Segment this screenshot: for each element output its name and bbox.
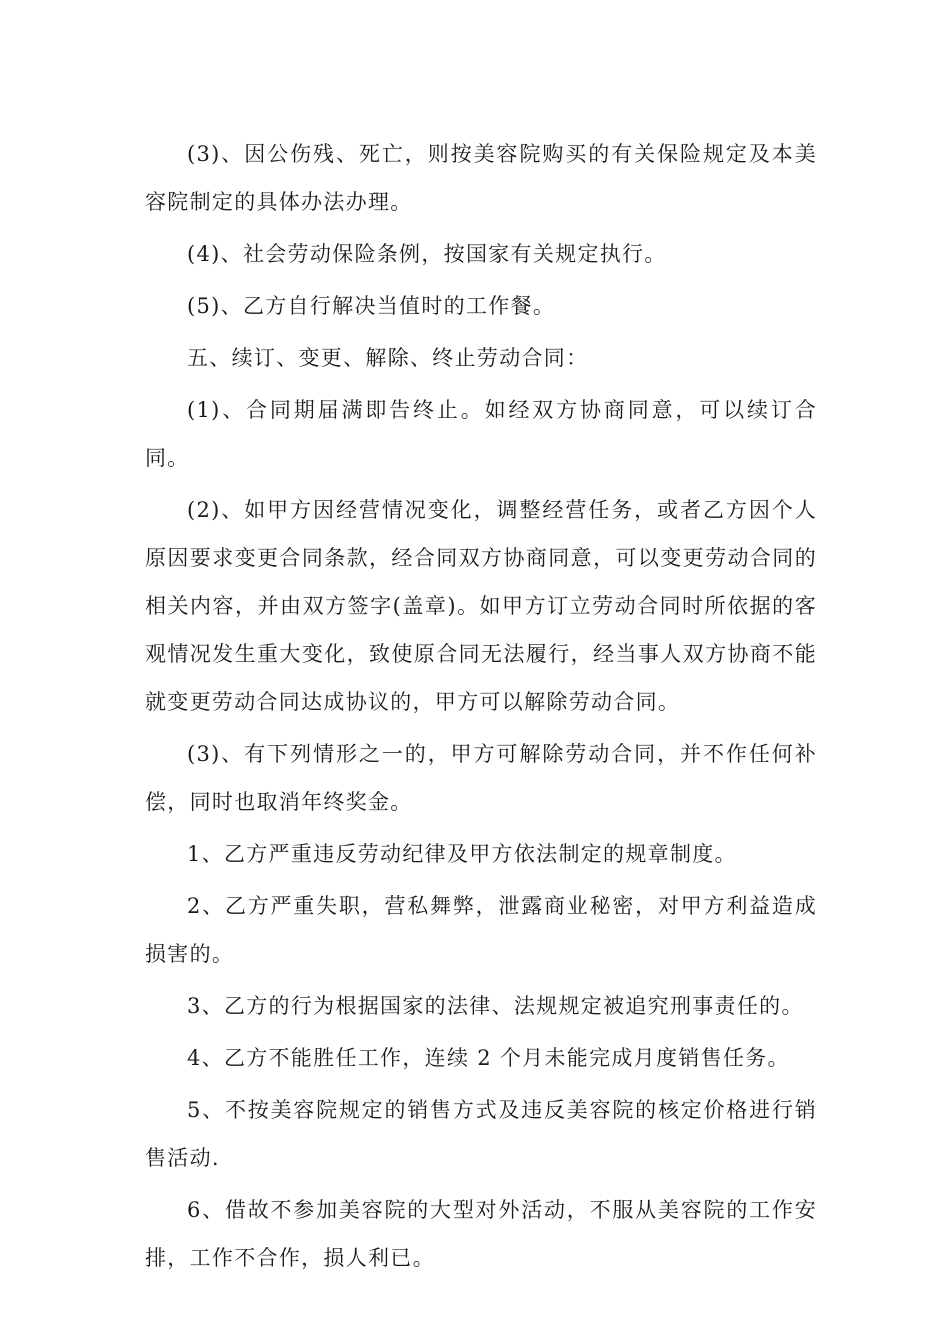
document-body bbox=[145, 130, 817, 1282]
list-item-termination-5: 5、不按美容院规定的销售方式及违反美容院的核定价格进行销售活动. bbox=[145, 1098, 817, 1170]
list-item-termination-1: 1、乙方严重违反劳动纪律及甲方依法制定的规章制度。 bbox=[187, 842, 737, 866]
paragraph-termination-conditions: (3)、有下列情形之一的，甲方可解除劳动合同，并不作任何补偿，同时也取消年终奖金。 bbox=[145, 742, 817, 814]
paragraph-contract-expiry: (1)、合同期届满即告终止。如经双方协商同意，可以续订合同。 bbox=[145, 398, 817, 470]
paragraph-social-insurance: (4)、社会劳动保险条例，按国家有关规定执行。 bbox=[187, 242, 667, 266]
list-item-termination-4: 4、乙方不能胜任工作，连续 2 个月未能完成月度销售任务。 bbox=[187, 1046, 790, 1070]
list-item-termination-2: 2、乙方严重失职，营私舞弊，泄露商业秘密，对甲方利益造成损害的。 bbox=[145, 894, 817, 966]
list-item-termination-3: 3、乙方的行为根据国家的法律、法规规定被追究刑事责任的。 bbox=[187, 994, 804, 1018]
section-heading-contract-changes: 五、续订、变更、解除、终止劳动合同： bbox=[187, 346, 589, 370]
paragraph-insurance-injury: (3)、因公伤残、死亡，则按美容院购买的有关保险规定及本美容院制定的具体办法办理。 bbox=[145, 142, 817, 214]
list-item-termination-6: 6、借故不参加美容院的大型对外活动，不服从美容院的工作安排，工作不合作，损人利已。 bbox=[145, 1198, 817, 1270]
paragraph-meals: (5)、乙方自行解决当值时的工作餐。 bbox=[187, 294, 556, 318]
paragraph-contract-modification: (2)、如甲方因经营情况变化，调整经营任务，或者乙方因个人原因要求变更合同条款，经合同双方协商同意，可以变更劳动合同的相关内容，并由双方签字(盖章)。如甲方订立劳动合同时所依据的客观情况发生重大变化，致使原合同无法履行，经当事人双方协商不能就变更劳动合同达成协议的，甲方可以解除劳动合同。 bbox=[145, 498, 817, 714]
